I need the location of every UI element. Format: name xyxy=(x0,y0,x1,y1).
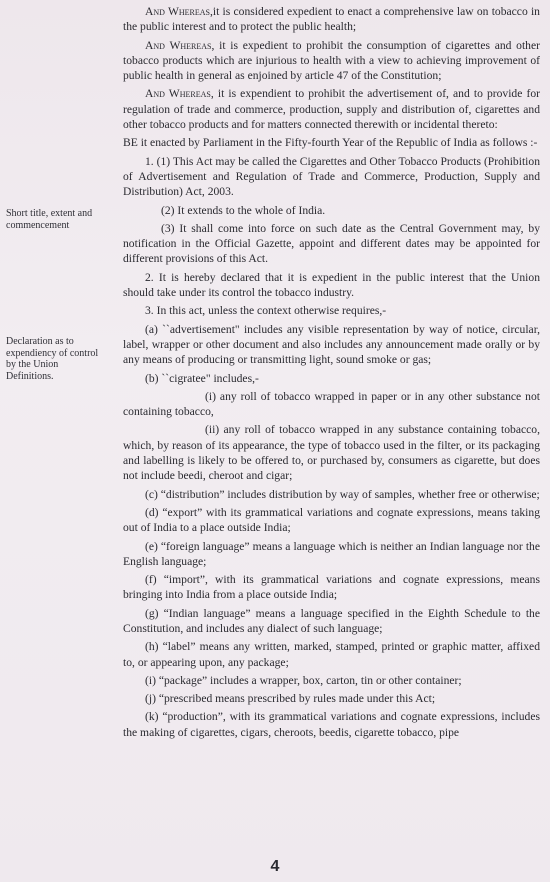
definition-f: (f) “import”, with its grammatical variations and cognate expressions, means bringing into India from a place outside India; xyxy=(123,573,540,602)
definition-h: (h) “label” means any written, marked, stamped, printed or graphic matter, affixed to, or appearing upon, any package; xyxy=(123,640,540,669)
sidenote-declaration: Declaration as to expendiency of control by the Union Definitions. xyxy=(6,336,99,382)
act-text xyxy=(123,4,540,743)
definition-b-ii: (ii) any roll of tobacco wrapped in any substance containing tobacco, which, by reason of its appearance, the type of tobacco used in the filter, or its packaging and labelling is likely to be offered to, or purchased by, consumers as cigarette, but does not include beedi, cheroot and cigar; xyxy=(123,423,540,483)
preamble-paragraph: And Whereas,it is considered expedient to enact a comprehensive law on tobacco in the public interest and to protect the public health; xyxy=(123,5,540,34)
definition-g: (g) “Indian language” means a language specified in the Eighth Schedule to the Constitution, and includes any dialect of such language; xyxy=(123,606,540,635)
definition-c: (c) “distribution” includes distribution by way of samples, whether free or otherwise; xyxy=(145,487,540,501)
definition-a: (a) ``advertisement" includes any visible representation by way of notice, circular, label, wrapper or other document and also includes any announcement made orally or by any means of producing or transmitting light, sound smoke or gas; xyxy=(123,322,540,367)
preamble-paragraph: And Whereas, it is expedient to prohibit the consumption of cigarettes and other tobacco products which are injurious to health with a view to achieving improvement of public health in general as enjoined by article 47 of the Constitution; xyxy=(123,38,540,83)
section-3: 3. In this act, unless the context otherwise requires,- xyxy=(145,304,387,318)
definition-b: (b) ``cigratee" includes,- xyxy=(145,371,259,385)
section-1-1: 1. (1) This Act may be called the Cigarettes and Other Tobacco Products (Prohibition of Advertisement and Regulation of Trade and Commerce, Production, Supply and Distribution) Act, 2003. xyxy=(123,154,540,199)
sidenote-short-title: Short title, extent and commencement xyxy=(6,208,93,231)
definition-d: (d) “export” with its grammatical variations and cognate expressions, means taking out of India to a place outside India; xyxy=(123,505,540,535)
definition-b-i: (i) any roll of tobacco wrapped in paper or in any other substance not containing tobacco, xyxy=(123,389,540,419)
enacting-clause: BE it enacted by Parliament in the Fifty-fourth Year of the Republic of India as follows :- xyxy=(123,136,538,150)
section-1-3: (3) It shall come into force on such date as the Central Government may, by notification in the Official Gazette, appoint and different dates may be appointed for different provisions of this Act. xyxy=(123,221,540,266)
page-number: 4 xyxy=(270,858,280,875)
definition-k: (k) “production”, with its grammatical variations and cognate expressions, includes the making of cigarettes, cigars, cheroots, beedis, cigarette tobacco, pipe xyxy=(123,710,540,739)
preamble-paragraph: And Whereas, it is expendient to prohibit the advertisement of, and to provide for regulation of trade and commerce, production, supply and distribution of, cigarettes and other tobacco products and for matters connected therewith or incidental thereto: xyxy=(123,87,540,132)
definition-j: (j) “prescribed means prescribed by rules made under this Act; xyxy=(145,692,436,706)
section-2: 2. It is hereby declared that it is expedient in the public interest that the Union should take under its control the tobacco industry. xyxy=(123,270,540,300)
section-1-2: (2) It extends to the whole of India. xyxy=(161,203,326,217)
definition-i: (i) “package” includes a wrapper, box, carton, tin or other container; xyxy=(145,673,462,687)
definition-e: (e) “foreign language” means a language which is neither an Indian language nor the English language; xyxy=(123,539,540,568)
